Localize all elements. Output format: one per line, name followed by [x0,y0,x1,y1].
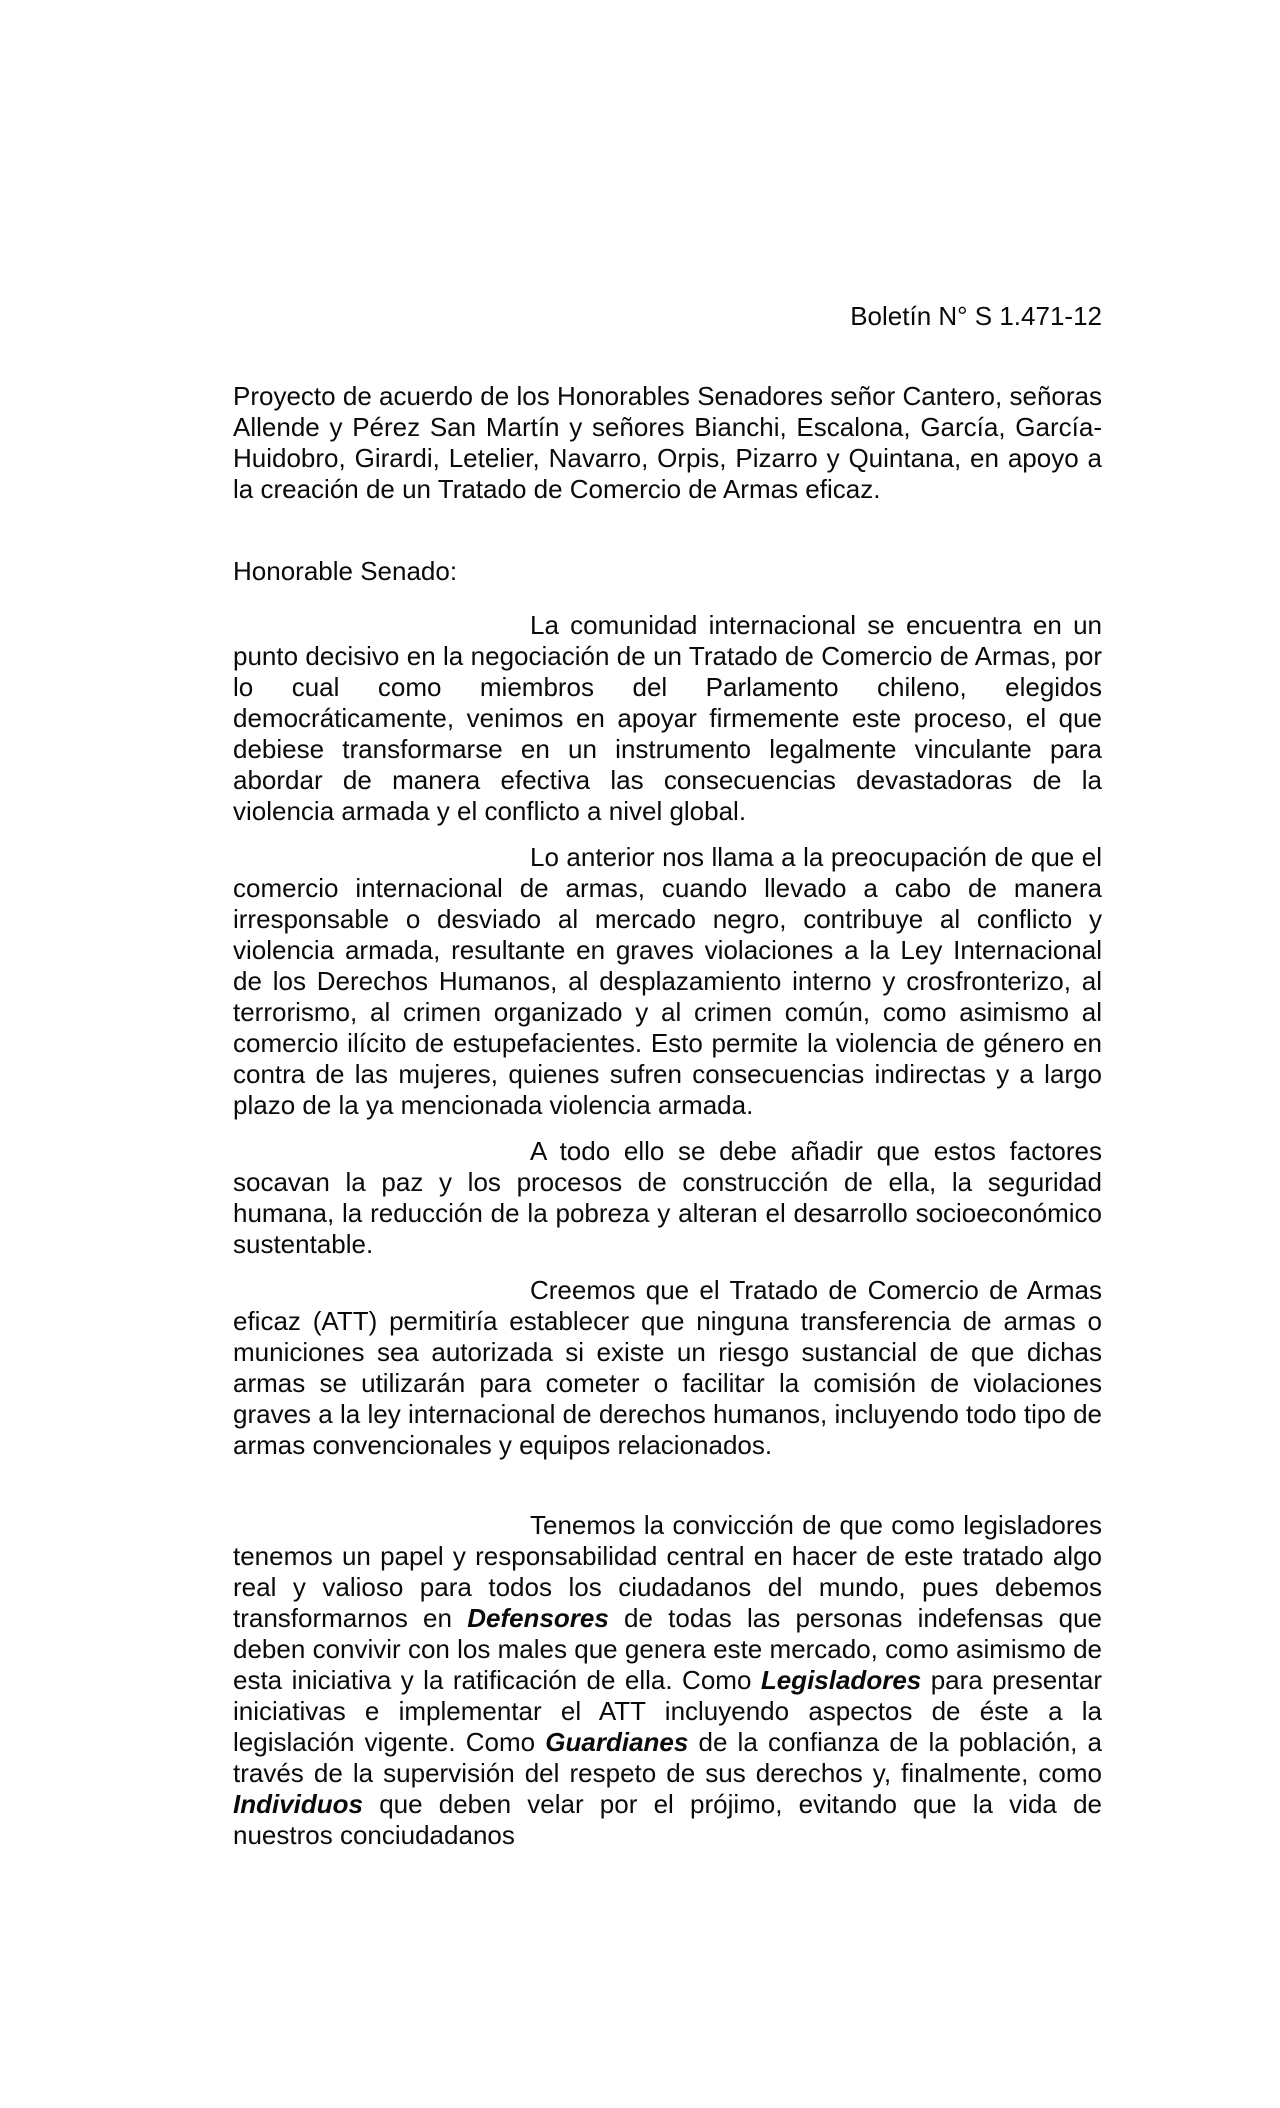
paragraph-att-belief [233,1275,1102,1461]
text-segment: Lo anterior nos llama a la preocupación de que el comercio internacional de armas, cuando llevado a cabo de manera irresponsable o desviado al mercado negro, contribuye al conflicto y violencia armada, resultante en graves violaciones a la Ley Internacional de los Derechos Humanos, al desplazamiento interno y crosfronterizo, al terrorismo, al crimen organizado y al crimen común, como asimismo al comercio ilícito de estupefacientes. Esto permite la violencia de género en contra de las mujeres, quienes sufren consecuencias indirectas y a largo plazo de la ya mencionada violencia armada. [233,842,1102,1120]
bulletin-number: Boletín N° S 1.471-12 [850,301,1102,331]
emphasis-term: Defensores [467,1603,609,1633]
paragraph-peace-factors [233,1136,1102,1260]
emphasis-term: Legisladores [760,1665,922,1695]
salutation-line: Honorable Senado: [233,556,458,586]
text-segment: para presentar iniciativas e implementar el ATT incluyendo aspectos de éste a la legislación vigente. Como [233,1665,1103,1757]
paragraph-arms-trade-concern [233,842,1102,1121]
text-segment: Creemos que el Tratado de Comercio de Armas eficaz (ATT) permitiría establecer que ninguna transferencia de armas o municiones sea autorizada si existe un riesgo sustancial de que dichas armas se utilizarán para cometer o facilitar la comisión de violaciones graves a la ley internacional de derechos humanos, incluyendo todo tipo de armas convencionales y equipos relacionados. [233,1275,1102,1460]
text-segment: A todo ello se debe añadir que estos factores socavan la paz y los procesos de construcción de ella, la seguridad humana, la reducción de la pobreza y alteran el desarrollo socioeconómico sustentable. [233,1136,1102,1259]
paragraph-legislators-conviction [233,1510,1102,1851]
paragraph-international-community [233,610,1102,827]
text-segment: La comunidad internacional se encuentra en un punto decisivo en la negociación de un Tratado de Comercio de Armas, por lo cual como miembros del Parlamento chileno, elegidos democráticamente, venimos en apoyar firmemente este proceso, el que debiese transformarse en un instrumento legalmente vinculante para abordar de manera efectiva las consecuencias devastadoras de la violencia armada y el conflicto a nivel global. [233,610,1102,826]
text-segment: que deben velar por el prójimo, evitando que la vida de nuestros conciudadanos [233,1789,1102,1850]
emphasis-term: Guardianes [545,1727,689,1757]
intro-paragraph [233,381,1102,505]
text-segment: de todas las personas indefensas que deben convivir con los males que genera este mercado, como asimismo de esta iniciativa y la ratificación de ella. Como [233,1603,1102,1695]
emphasis-term: Individuos [233,1789,363,1819]
text-segment: de la confianza de la población, a través de la supervisión del respeto de sus derechos y, finalmente, como [233,1727,1102,1788]
text-segment: Tenemos la convicción de que como legisladores tenemos un papel y responsabilidad central en hacer de este tratado algo real y valioso para todos los ciudadanos del mundo, pues debemos transformarnos en [233,1510,1102,1633]
text-segment: Proyecto de acuerdo de los Honorables Senadores señor Cantero, señoras Allende y Pérez San Martín y señores Bianchi, Escalona, García, García-Huidobro, Girardi, Letelier, Navarro, Orpis, Pizarro y Quintana, en apoyo a la creación de un Tratado de Comercio de Armas eficaz. [233,381,1102,504]
document-body [233,301,1102,1851]
